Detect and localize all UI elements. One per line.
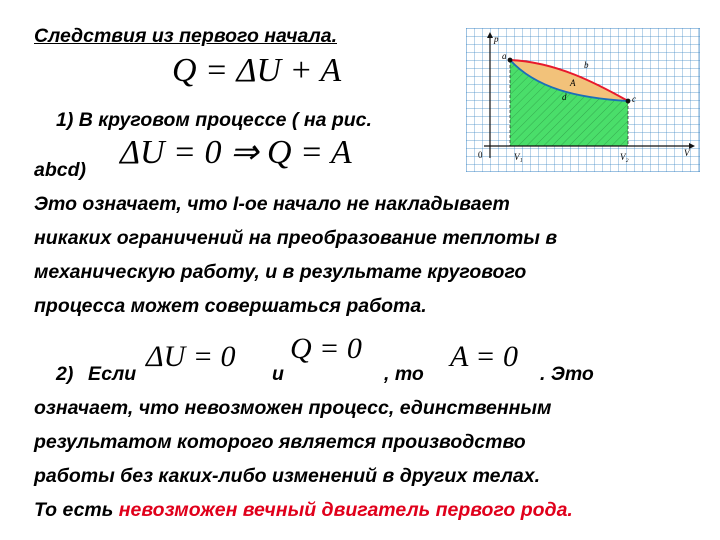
point-b-label: b xyxy=(584,60,589,70)
axis-x-label: V xyxy=(684,148,690,158)
item1-number: 1) xyxy=(56,109,74,131)
v1-label: V₁ xyxy=(514,152,523,162)
paragraph1-line: механическую работу, и в результате кругового xyxy=(34,261,527,283)
formula-du-zero: ΔU = 0 xyxy=(146,340,236,373)
point-c-label: c xyxy=(632,94,636,104)
point-d-label: d xyxy=(562,92,567,102)
v2-label: V₂ xyxy=(620,152,629,162)
point-a-label: a xyxy=(502,51,507,61)
pv-diagram xyxy=(466,28,700,172)
item1-line xyxy=(56,106,372,134)
paragraph1-line: процесса может совершаться работа. xyxy=(34,295,427,317)
item2-if: Если xyxy=(88,363,137,385)
item2-number: 2) xyxy=(56,363,74,385)
origin-label: 0 xyxy=(478,150,483,160)
item1-continuation: abcd) xyxy=(34,159,87,181)
conclusion-highlight: невозможен вечный двигатель первого рода. xyxy=(118,499,573,521)
heading: Следствия из первого начала. xyxy=(34,25,337,47)
paragraph2-line: означает, что невозможен процесс, единственным xyxy=(34,397,552,419)
formula-a-zero: A = 0 xyxy=(450,340,519,373)
conclusion-line xyxy=(34,496,573,524)
formula-q-zero: Q = 0 xyxy=(290,332,362,365)
formula-first-law: Q = ΔU + A xyxy=(172,52,342,89)
paragraph1-line: никаких ограничений на преобразование теплоты в xyxy=(34,227,558,249)
paragraph2-line: работы без каких-либо изменений в других телах. xyxy=(34,465,540,487)
area-label: A xyxy=(570,78,576,88)
item2-tail: . Это xyxy=(540,363,594,385)
conclusion-lead: То есть xyxy=(34,499,114,521)
point-a-marker xyxy=(508,58,513,63)
point-c-marker xyxy=(626,99,631,104)
paragraph2-line: результатом которого является производство xyxy=(34,431,526,453)
axis-y-label: p xyxy=(494,34,499,44)
item2-then: , то xyxy=(384,363,424,385)
formula-cycle: ΔU = 0 ⇒ Q = A xyxy=(120,134,352,171)
item2-and: и xyxy=(272,363,284,385)
paragraph1-line: Это означает, что I-ое начало не накладывает xyxy=(34,193,510,215)
item1-text: В круговом процессе ( на рис. xyxy=(78,109,372,131)
